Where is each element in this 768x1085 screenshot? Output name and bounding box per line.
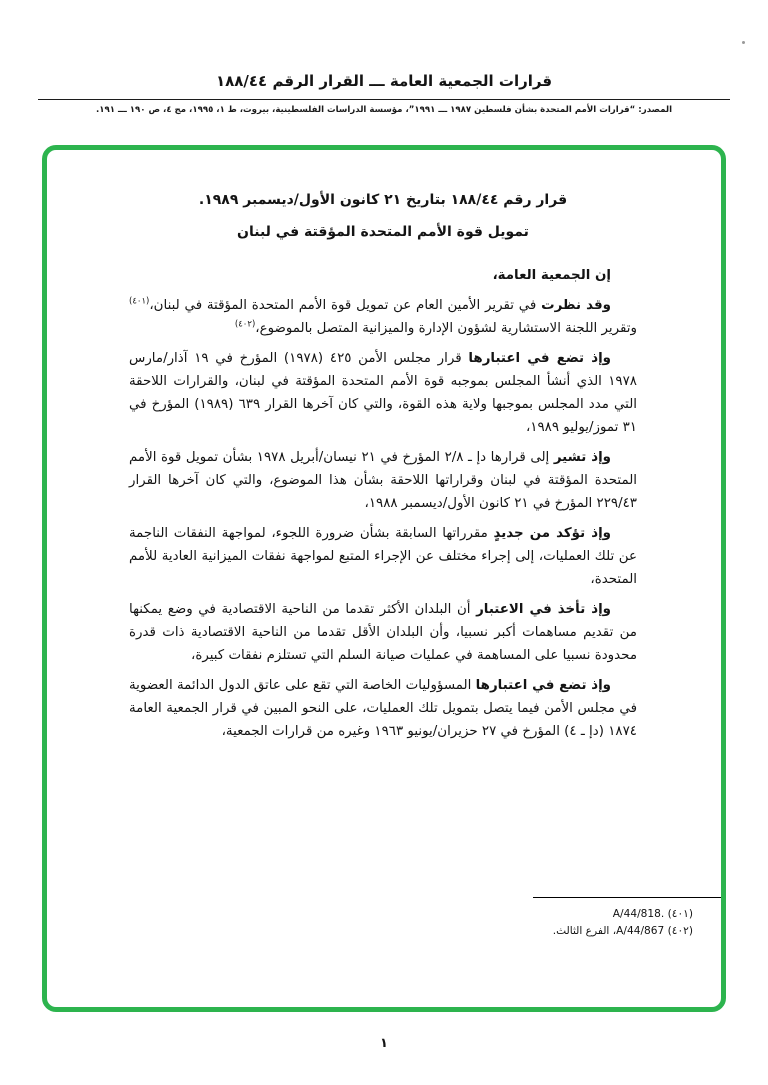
paragraph-lead: إن الجمعية العامة، — [492, 268, 611, 283]
page-header-title: قرارات الجمعية العامة ـــ القرار الرقم ١٨٨/٤٤ — [215, 72, 553, 90]
footnote-item-402 — [553, 923, 693, 940]
footnotes-section — [553, 906, 693, 940]
footnote-text: A/44/818. — [612, 908, 665, 920]
paragraph-lead: وإذ تأخذ في الاعتبار — [476, 602, 612, 617]
paragraph-taking-into-account — [129, 598, 637, 667]
paragraph-text: وتقرير اللجنة الاستشارية لشؤون الإدارة والميزانية المتصل بالموضوع، — [255, 321, 637, 336]
footnote-ref-402: (٤٠٢) — [234, 319, 256, 330]
paragraph-text: إلى قرارها دإ ـ ٢/٨ المؤرخ في ٢١ نيسان/أبريل ١٩٧٨ بشأن تمويل قوة الأمم المتحدة المؤقتة في لبنان وقراراتها اللاحقة بشأن هذا الموضوع، والتي كان آخرها القرار ٢٢٩/٤٣ المؤرخ في ٢١ كانون الأول/ديسمبر ١٩٨٨، — [129, 450, 637, 511]
paragraph-text: في تقرير الأمين العام عن تمويل قوة الأمم المتحدة المؤقتة في لبنان، — [149, 298, 542, 313]
paragraph-text: أن البلدان الأكثر تقدما من الناحية الاقتصادية في وضع يمكنها من تقديم مساهمات أكبر نسبيا، وأن البلدان الأقل تقدما من الناحية الاقتصادية ذات قدرة محدودة نسبيا على المساهمة في عمليات صيانة السلم التي تستلزم نفقات كبيرة، — [129, 602, 637, 663]
paragraph-reaffirming — [129, 522, 637, 591]
paragraph-text: قرار مجلس الأمن ٤٢٥ (١٩٧٨) المؤرخ في ١٩ آذار/مارس ١٩٧٨ الذي أنشأ المجلس بموجبه قوة الأمم المتحدة المؤقتة في لبنان، والقرارات اللاحقة التي مدد المجلس بموجبها ولاية هذه القوة، والتي كان آخرها القرار ٦٣٩ (١٩٨٩) المؤرخ في ٣١ تموز/يوليو ١٩٨٩، — [129, 351, 638, 435]
paragraph-text: مقرراتها السابقة بشأن ضرورة اللجوء، لمواجهة النفقات الناجمة عن تلك العمليات، إلى إجراء مختلف عن الإجراء المتبع لمواجهة نفقات الميزانية العادية للأمم المتحدة، — [129, 526, 637, 587]
footnote-separator — [533, 897, 721, 898]
paragraph-having-considered — [129, 294, 637, 340]
paragraph-special-responsibilities — [129, 674, 637, 743]
paragraph-lead: وقد نظرت — [541, 298, 611, 313]
footnote-item-401 — [553, 906, 693, 923]
footnote-ref-401: (٤٠١) — [129, 296, 150, 307]
paragraph-bearing-in-mind-425 — [129, 347, 637, 439]
footnote-marker: (٤٠١) — [667, 908, 693, 920]
source-citation: المصدر: “قرارات الأمم المتحدة بشأن فلسطين ١٩٨٧ ـــ ١٩٩١”، مؤسسة الدراسات الفلسطينية، بيروت، ط ١، ١٩٩٥، مج ٤، ص ١٩٠ ـــ ١٩١. — [95, 105, 673, 115]
footnote-marker: (٤٠٢) — [667, 925, 693, 937]
paragraph-text: المسؤوليات الخاصة التي تقع على عاتق الدول الدائمة العضوية في مجلس الأمن فيما يتصل بتمويل تلك العمليات، على النحو المبين في قرار الجمعية العامة ١٨٧٤ (دإ ـ ٤) المؤرخ في ٢٧ حزيران/يونيو ١٩٦٣ وغيره من قرارات الجمعية، — [129, 678, 637, 739]
scan-speck — [742, 41, 745, 44]
header-divider — [38, 99, 730, 100]
paragraph-lead: وإذ تضع في اعتبارها — [475, 678, 611, 693]
paragraph-recalling — [129, 446, 637, 515]
footnote-text: A/44/867، الفرع الثالث. — [552, 925, 665, 937]
paragraph-opening — [129, 264, 637, 287]
resolution-title: قرار رقم ١٨٨/٤٤ بتاريخ ٢١ كانون الأول/ديسمبر ١٩٨٩. — [198, 192, 568, 208]
page-number: ١ — [380, 1036, 388, 1051]
resolution-subtitle: تمويل قوة الأمم المتحدة المؤقتة في لبنان — [237, 224, 529, 240]
paragraph-lead: وإذ تشير — [553, 450, 611, 465]
resolution-content — [47, 150, 721, 1007]
paragraph-lead: وإذ تضع في اعتبارها — [468, 351, 611, 366]
paragraph-lead: وإذ تؤكد من جديدٍ — [493, 526, 611, 541]
resolution-border-box — [42, 145, 726, 1012]
